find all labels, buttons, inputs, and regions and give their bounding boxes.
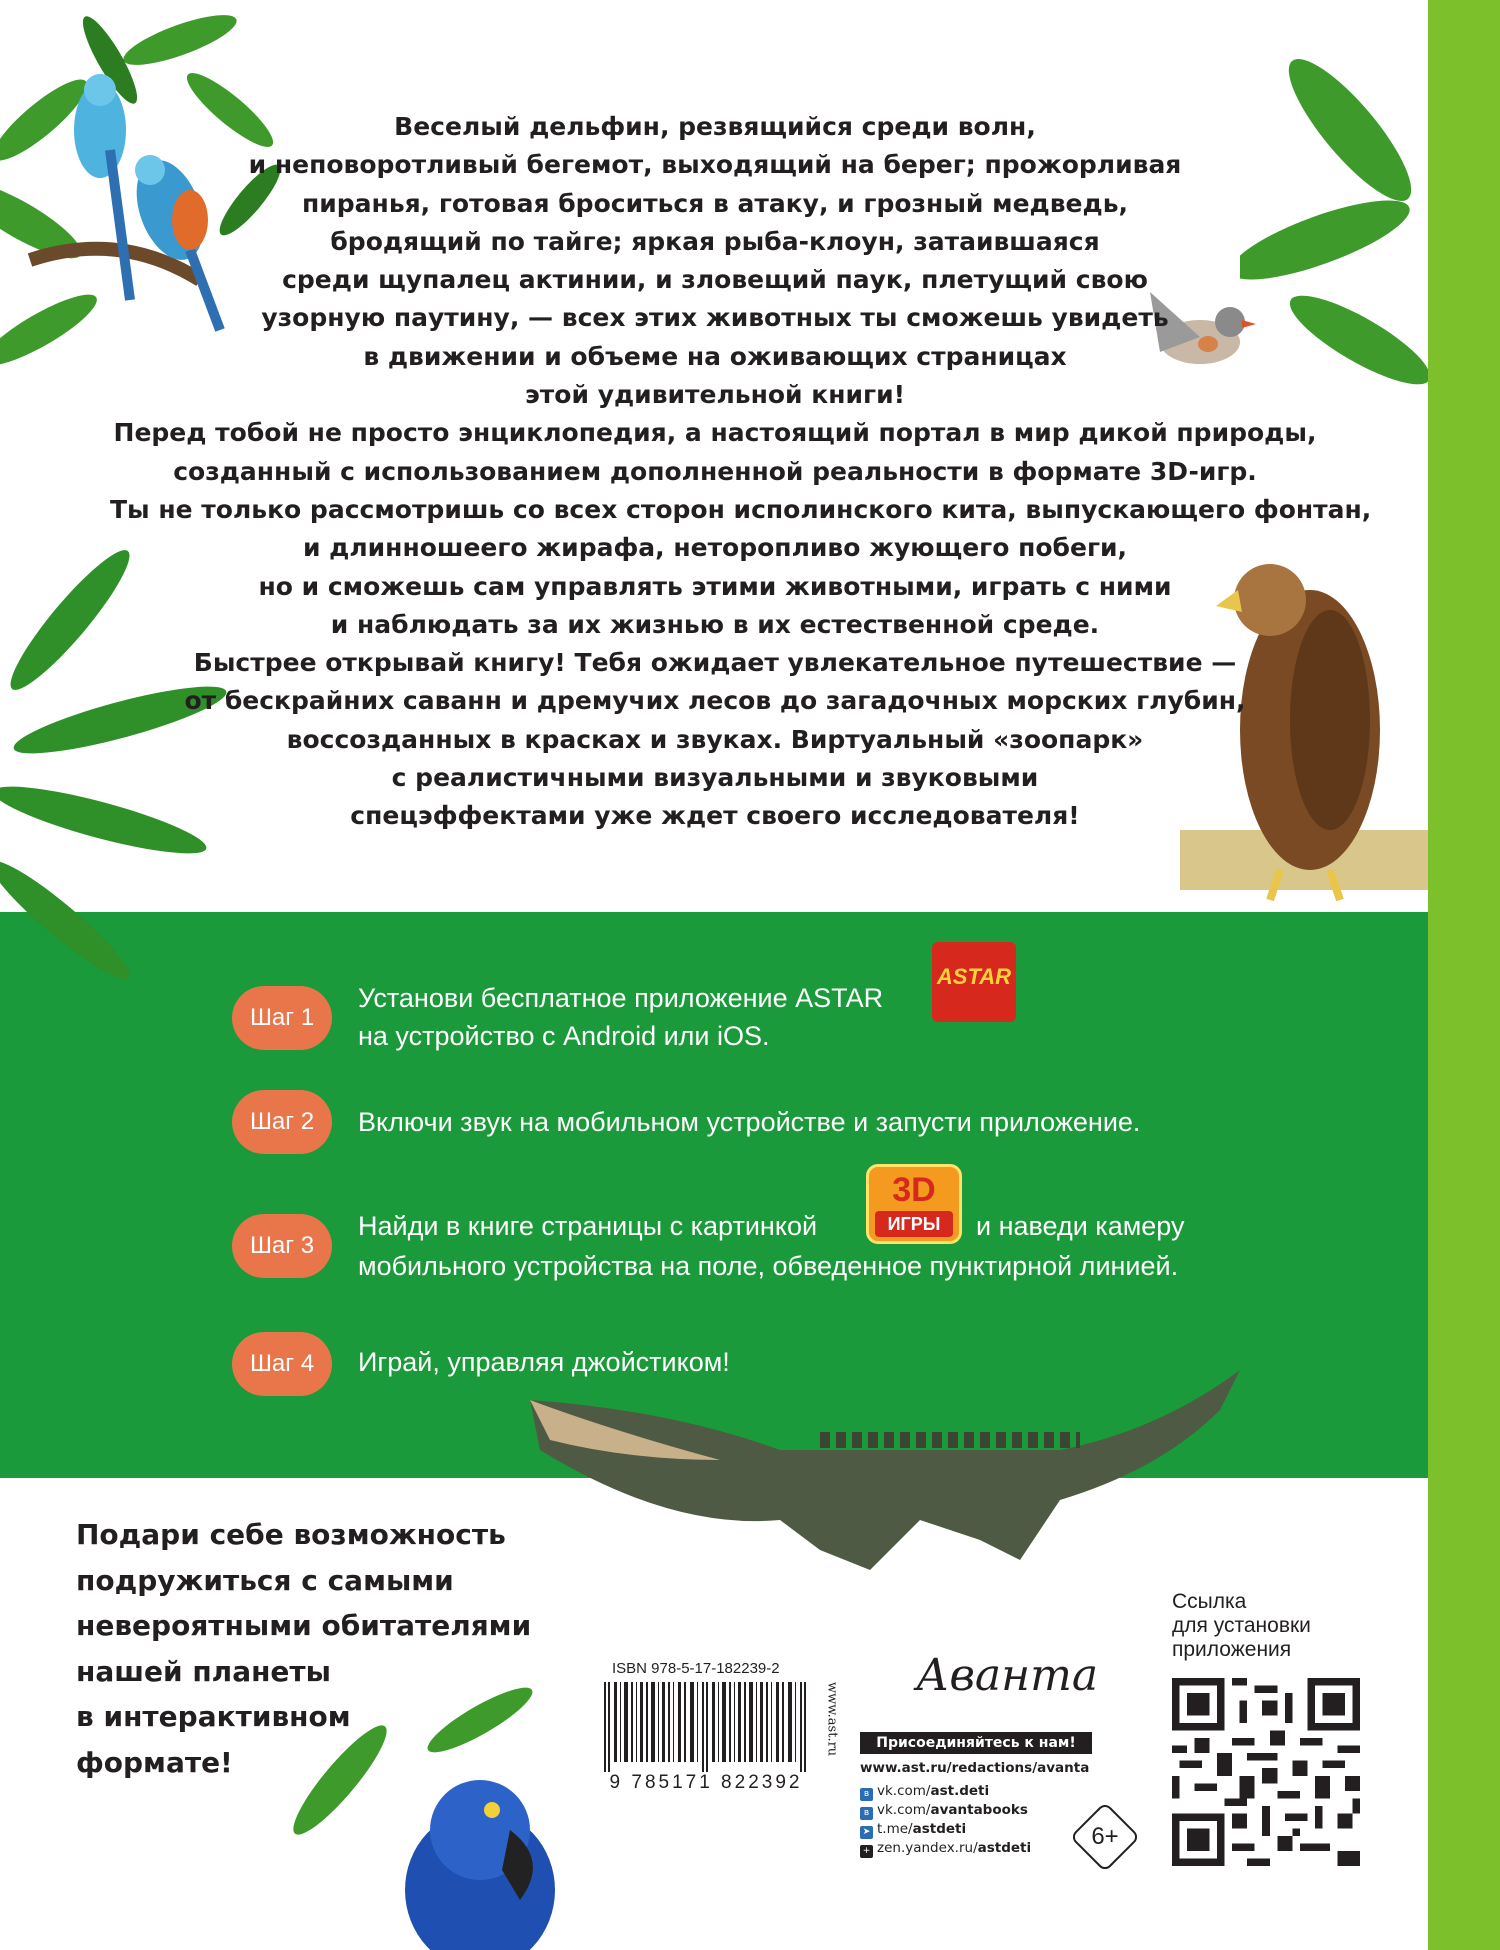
barcode-number: 9 785171 822392 bbox=[609, 1772, 803, 1793]
intro-line: Ты не только рассмотришь со всех сторон исполинского кита, выпускающего фонтан, bbox=[110, 494, 1372, 524]
social-link: + zen.yandex.ru/astdeti bbox=[860, 1839, 1031, 1858]
3d-games-logo bbox=[866, 1164, 962, 1244]
social-link: в vk.com/avantabooks bbox=[860, 1801, 1028, 1820]
social-link: в vk.com/ast.deti bbox=[860, 1782, 989, 1801]
avanta-logo: Аванта bbox=[916, 1650, 1099, 1701]
promo-line: Подари себе возможность bbox=[76, 1518, 506, 1551]
step-2-badge: Шаг 2 bbox=[232, 1090, 332, 1154]
barcode-image bbox=[598, 1682, 814, 1772]
intro-line: и наблюдать за их жизнью в их естественной среде. bbox=[330, 609, 1100, 639]
age-rating-text: 6+ bbox=[1091, 1823, 1119, 1850]
intro-line: узорную паутину, — всех этих животных ты сможешь увидеть bbox=[261, 303, 1169, 333]
intro-line: Перед тобой не просто энциклопедия, а настоящий портал в мир дикой природы, bbox=[113, 418, 1317, 448]
intro-line: этой удивительной книги! bbox=[524, 380, 906, 410]
intro-line: пиранья, готовая броситься в атаку, и грозный медведь, bbox=[301, 188, 1129, 218]
intro-line: среди щупалец актинии, и зловещий паук, плетущий свою bbox=[282, 265, 1148, 295]
publisher-url: www.ast.ru/redactions/avanta bbox=[860, 1760, 1090, 1776]
qr-caption-line: Ссылка bbox=[1172, 1590, 1247, 1613]
intro-line: спецэффектами уже ждет своего исследователя! bbox=[350, 801, 1080, 831]
social-link: ➤ t.me/astdeti bbox=[860, 1820, 966, 1839]
intro-line: в движении и объеме на оживающих страницах bbox=[363, 341, 1067, 371]
intro-text bbox=[110, 108, 1372, 836]
qr-code bbox=[1172, 1678, 1360, 1866]
crocodile-illustration bbox=[520, 1340, 1260, 1630]
intro-line: с реалистичными визуальными и звуковыми bbox=[391, 763, 1039, 793]
step-4-text: Играй, управляя джойстиком! bbox=[358, 1347, 730, 1377]
intro-line: Быстрее открывай книгу! Тебя ожидает увлекательное путешествие — bbox=[193, 648, 1237, 678]
step-2-text: Включи звук на мобильном устройстве и запусти приложение. bbox=[358, 1107, 1141, 1137]
step-4-badge: Шаг 4 bbox=[232, 1332, 332, 1396]
3d-logo-small-text: ИГРЫ bbox=[875, 1211, 953, 1237]
step-3-badge: Шаг 3 bbox=[232, 1214, 332, 1278]
vk-icon: в bbox=[860, 1788, 873, 1801]
intro-line: Веселый дельфин, резвящийся среди волн, bbox=[394, 112, 1036, 141]
isbn-label: ISBN 978-5-17-182239-2 bbox=[612, 1660, 780, 1677]
3d-logo-big-text: 3D bbox=[892, 1171, 936, 1209]
telegram-icon: ➤ bbox=[860, 1826, 873, 1839]
zen-icon: + bbox=[860, 1845, 873, 1858]
publisher-site-vertical bbox=[822, 1664, 842, 1774]
promo-line: формате! bbox=[76, 1745, 233, 1779]
promo-line: подружиться с самыми bbox=[76, 1563, 454, 1597]
step-1-badge: Шаг 1 bbox=[232, 986, 332, 1050]
step-1-text-line: на устройство с Android или iOS. bbox=[358, 1021, 770, 1051]
qr-caption-line: для установки bbox=[1172, 1614, 1311, 1637]
spine-strip bbox=[1428, 0, 1500, 1950]
join-us-banner: Присоединяйтесь к нам! bbox=[860, 1732, 1092, 1754]
step-3-text-line1b: и наведи камеру bbox=[976, 1211, 1185, 1241]
astar-app-logo bbox=[932, 942, 1016, 1022]
vk-icon: в bbox=[860, 1807, 873, 1820]
promo-line: невероятными обитателями bbox=[76, 1609, 532, 1642]
intro-line: от бескрайних саванн и дремучих лесов до загадочных морских глубин, bbox=[184, 686, 1246, 716]
intro-line: созданный с использованием дополненной реальности в формате 3D-игр. bbox=[173, 456, 1257, 486]
intro-line: воссозданных в красках и звуках. Виртуальный «зоопарк» bbox=[286, 724, 1144, 754]
qr-caption-line: приложения bbox=[1172, 1638, 1292, 1661]
site-text: www.ast.ru bbox=[824, 1681, 840, 1757]
intro-line: и длинношеего жирафа, неторопливо жующего побеги, bbox=[302, 533, 1128, 563]
promo-line: нашей планеты bbox=[76, 1654, 331, 1688]
astar-logo-text: ASTAR bbox=[936, 964, 1012, 989]
step-1-text-line: Установи бесплатное приложение ASTAR bbox=[358, 983, 884, 1013]
intro-line: но и сможешь сам управлять этими животными, играть с ними bbox=[258, 571, 1172, 601]
intro-line: и неповоротливый бегемот, выходящий на берег; прожорливая bbox=[248, 150, 1182, 180]
promo-line: в интерактивном bbox=[76, 1700, 351, 1733]
qr-caption bbox=[1172, 1590, 1311, 1662]
step-3-text-line1a: Найди в книге страницы с картинкой bbox=[358, 1211, 818, 1241]
intro-line: бродящий по тайге; яркая рыба-клоун, затаившаяся bbox=[330, 226, 1100, 256]
step-3-text-line2: мобильного устройства на поле, обведенное пунктирной линией. bbox=[358, 1251, 1179, 1281]
promo-text bbox=[76, 1512, 531, 1785]
